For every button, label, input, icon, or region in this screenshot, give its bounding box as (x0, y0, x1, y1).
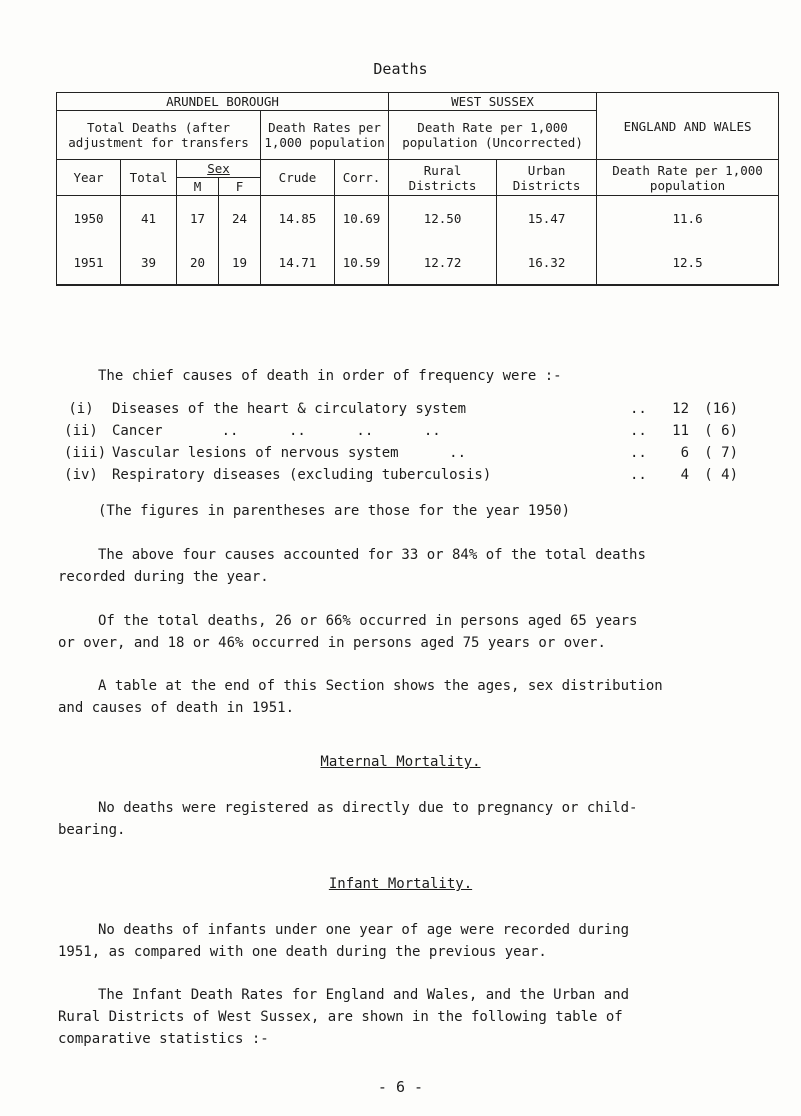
cell-female: 19 (219, 240, 261, 285)
header-arundel-borough: ARUNDEL BOROUGH (57, 93, 389, 111)
paragraph-line: Of the total deaths, 26 or 66% occurred in persons aged 65 years (98, 613, 638, 629)
cause-previous: (16) (704, 401, 738, 417)
cause-count: 12 (672, 401, 689, 417)
page-number: - 6 - (377, 1078, 424, 1096)
list-item (64, 420, 784, 442)
cause-number: (iii) (64, 445, 107, 461)
header-urban: Urban Districts (497, 160, 597, 196)
cause-leader: .. (630, 445, 647, 461)
cause-previous: ( 6) (704, 423, 738, 439)
maternal-mortality-heading: Maternal Mortality. (320, 754, 481, 770)
header-total-deaths: Total Deaths (after adjustment for transfers (57, 111, 261, 160)
cell-rural: 12.50 (389, 196, 497, 241)
cell-corr: 10.59 (335, 240, 389, 285)
header-west-sussex: WEST SUSSEX (389, 93, 597, 111)
cause-number: (ii) (64, 423, 98, 439)
cell-crude: 14.71 (261, 240, 335, 285)
header-death-rates: Death Rates per 1,000 population (261, 111, 389, 160)
cause-previous: ( 7) (704, 445, 738, 461)
list-item (64, 464, 784, 486)
cell-rural: 12.72 (389, 240, 497, 285)
paragraph-line: or over, and 18 or 46% occurred in persons aged 75 years or over. (58, 635, 606, 651)
paragraph-line: comparative statistics :- (58, 1031, 269, 1047)
cause-count: 6 (680, 445, 689, 461)
header-sex (177, 160, 261, 178)
header-female: F (219, 178, 261, 196)
list-item (64, 398, 784, 420)
cause-number: (iv) (64, 467, 98, 483)
header-england-wales: ENGLAND AND WALES (597, 93, 779, 160)
cell-female: 24 (219, 196, 261, 241)
header-crude: Crude (261, 160, 335, 196)
cause-leader: .. (630, 467, 647, 483)
deaths-statistics-table (56, 92, 779, 286)
paragraph-line: recorded during the year. (58, 569, 269, 585)
paragraph-line: No deaths of infants under one year of age were recorded during (98, 922, 630, 938)
paragraph-line: 1951, as compared with one death during the previous year. (58, 944, 547, 960)
parentheses-note: (The figures in parentheses are those for the year 1950) (98, 503, 571, 519)
cell-corr: 10.69 (335, 196, 389, 241)
list-item (64, 442, 784, 464)
paragraph-line: The above four causes accounted for 33 or 84% of the total deaths (98, 547, 646, 563)
paragraph-line: and causes of death in 1951. (58, 700, 295, 716)
cell-crude: 14.85 (261, 196, 335, 241)
header-corr: Corr. (335, 160, 389, 196)
table-row (57, 196, 779, 241)
cause-number: (i) (68, 401, 94, 417)
cell-urban: 15.47 (497, 196, 597, 241)
paragraph-line: bearing. (58, 822, 126, 838)
table-row (57, 240, 779, 285)
cell-ew-rate: 12.5 (597, 240, 779, 285)
cause-text: Diseases of the heart & circulatory system (112, 401, 467, 417)
paragraph-line: A table at the end of this Section shows the ages, sex distribution (98, 678, 663, 694)
cell-total: 39 (121, 240, 177, 285)
page-title: Deaths (373, 60, 428, 78)
cause-text: Respiratory diseases (excluding tuberculosis) (112, 467, 492, 483)
cell-total: 41 (121, 196, 177, 241)
cell-male: 20 (177, 240, 219, 285)
cause-count: 4 (680, 467, 689, 483)
paragraph-line: No deaths were registered as directly due to pregnancy or child- (98, 800, 638, 816)
cell-male: 17 (177, 196, 219, 241)
header-year: Year (57, 160, 121, 196)
cell-urban: 16.32 (497, 240, 597, 285)
header-male: M (177, 178, 219, 196)
infant-mortality-heading: Infant Mortality. (328, 876, 473, 892)
header-total: Total (121, 160, 177, 196)
header-ws-death-rate: Death Rate per 1,000 population (Uncorrected) (389, 111, 597, 160)
cause-text: Cancer .. .. .. .. (112, 423, 441, 439)
header-ew-rate: Death Rate per 1,000 population (597, 160, 779, 196)
cause-leader: .. (630, 401, 647, 417)
header-sex-label: Sex (207, 161, 230, 176)
cause-previous: ( 4) (704, 467, 738, 483)
cell-year: 1950 (57, 196, 121, 241)
cause-count: 11 (672, 423, 689, 439)
causes-intro: The chief causes of death in order of frequency were :- (98, 368, 562, 384)
causes-list (64, 398, 784, 486)
cell-year: 1951 (57, 240, 121, 285)
cause-leader: .. (630, 423, 647, 439)
paragraph-line: The Infant Death Rates for England and Wales, and the Urban and (98, 987, 630, 1003)
header-rural: Rural Districts (389, 160, 497, 196)
cause-text: Vascular lesions of nervous system .. (112, 445, 467, 461)
cell-ew-rate: 11.6 (597, 196, 779, 241)
paragraph-line: Rural Districts of West Sussex, are shown in the following table of (58, 1009, 623, 1025)
